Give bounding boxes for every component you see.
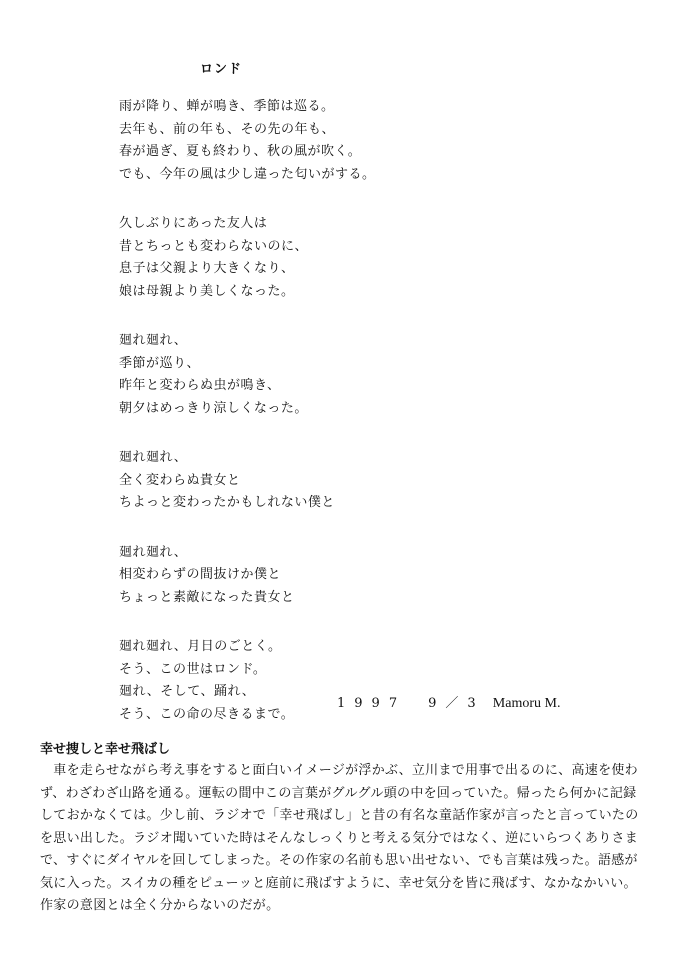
poem-line: 娘は母親より美しくなった。 bbox=[119, 283, 295, 299]
poem-line: 朝夕はめっきり涼しくなった。 bbox=[119, 400, 308, 416]
poem-stanza bbox=[119, 447, 579, 515]
essay-line: で、すぐにダイヤルを回してしまった。その作家の名前も思い出せない、でも言葉は残った。語感が bbox=[40, 853, 638, 868]
poem-line: 昨年と変わらぬ虫が鳴き、 bbox=[119, 378, 281, 393]
poem-line: 雨が降り、蝉が鳴き、季節は巡る。 bbox=[119, 99, 335, 114]
poem-title: ロンド bbox=[200, 62, 243, 77]
poem-line: そう、この命の尽きるまで。 bbox=[119, 706, 295, 722]
essay-line: しておかなくては。少し前、ラジオで「幸せ飛ばし」と昔の有名な童話作家が言ったと言っていたの bbox=[40, 808, 639, 823]
poem-stanza bbox=[119, 636, 579, 726]
poem-line: そう、この世はロンド。 bbox=[119, 661, 267, 677]
poem-line: 廻れ廻れ、 bbox=[119, 333, 188, 348]
essay-body bbox=[40, 760, 662, 918]
poem-line: 久しぶりにあった友人は bbox=[119, 216, 268, 231]
poem-line: ちょっと素敵になった貴女と bbox=[119, 589, 295, 605]
poem-stanza bbox=[119, 330, 579, 420]
poem-line: 季節が巡り、 bbox=[119, 355, 201, 371]
poem-stanza bbox=[119, 542, 579, 610]
essay-line: 作家の意図とは全く分からないのだが。 bbox=[40, 898, 280, 913]
poem-stanza bbox=[119, 96, 579, 186]
poem-line: 息子は父親より大きくなり、 bbox=[119, 261, 295, 276]
poem-body bbox=[119, 96, 579, 753]
poem-line: 廻れ、そして、踊れ、 bbox=[119, 684, 256, 699]
poem-line: でも、今年の風は少し違った匂いがする。 bbox=[119, 166, 376, 182]
essay-line: 車を走らせながら考え事をすると面白いイメージが浮かぶ、立川まで用事で出るのに、高速を使わ bbox=[40, 763, 638, 778]
poem-line: 廻れ廻れ、 bbox=[119, 450, 188, 465]
poem-line: 廻れ廻れ、 bbox=[119, 544, 188, 560]
poem-line: 相変わらずの間抜けか僕と bbox=[119, 567, 282, 582]
signature-date: 1997 9／3 bbox=[337, 696, 485, 711]
essay-line: ず、わざわざ山路を通る。運転の間中この言葉がグルグル頭の中を回っていた。帰ったら何かに記録 bbox=[40, 785, 637, 801]
poem-line: 廻れ廻れ、月日のごとく。 bbox=[119, 639, 282, 654]
poem-signature bbox=[337, 692, 560, 712]
poem-line: 春が過ぎ、夏も終わり、秋の風が吹く。 bbox=[119, 144, 362, 159]
poem-line: 全く変わらぬ貴女と bbox=[119, 472, 241, 488]
essay-title: 幸せ捜しと幸せ飛ばし bbox=[40, 742, 171, 757]
poem-line: ちよっと変わったかもしれない僕と bbox=[119, 495, 335, 510]
poem-line: 去年も、前の年も、その先の年も、 bbox=[119, 121, 336, 137]
signature-author: Mamoru M. bbox=[492, 696, 561, 711]
essay-line: 気に入った。スイカの種をピューッと庭前に飛ばすように、幸せ気分を皆に飛ばす、なかなかいい。 bbox=[40, 875, 637, 891]
poem-line: 昔とちっとも変わらないのに、 bbox=[119, 238, 309, 254]
essay-line: を思い出した。ラジオ聞いていた時はそんなしっくりと考える気分ではなく、逆にいらつくありさま bbox=[40, 830, 639, 846]
poem-stanza bbox=[119, 213, 579, 303]
